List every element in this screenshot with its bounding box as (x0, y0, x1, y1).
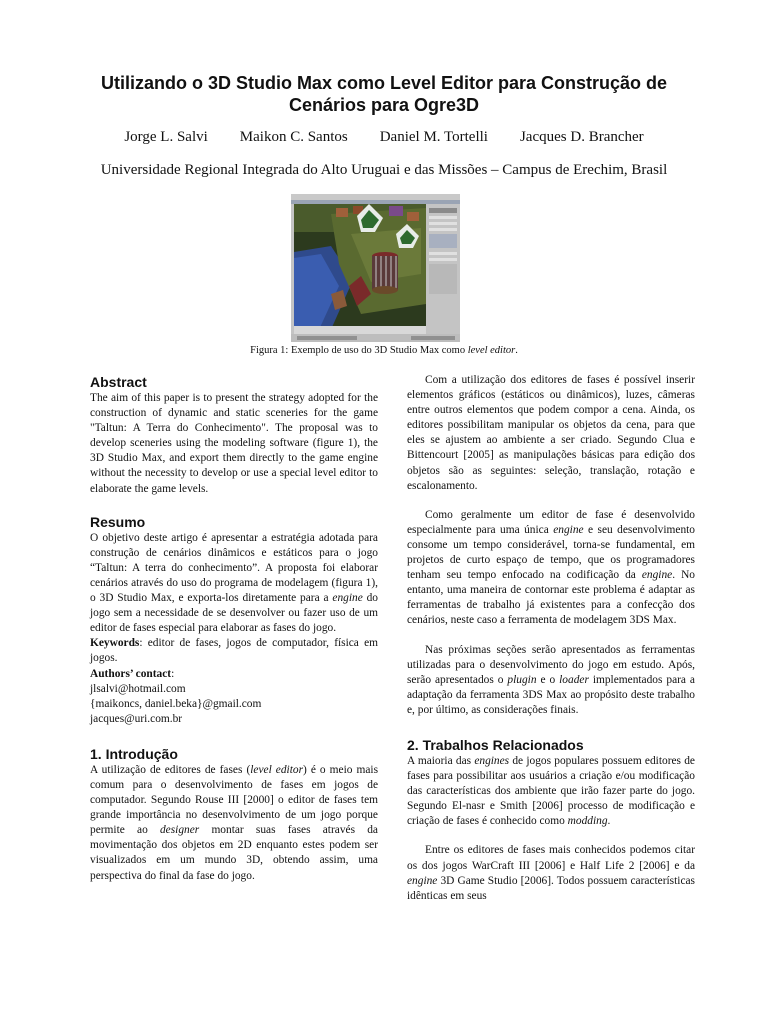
contact-label: Authors’ contact (90, 667, 172, 680)
figure-caption (0, 345, 768, 356)
authors-contact (90, 667, 378, 682)
caption-text: Figura 1: Exemplo de uso do 3D Studio Max como (250, 345, 468, 356)
paper-title: Utilizando o 3D Studio Max como Level Editor para Construção de Cenários para Ogre3D (100, 73, 668, 115)
intro-paragraph (90, 763, 378, 884)
left-column (90, 373, 378, 884)
paragraph-text: implementados para a adaptação da ferramenta 3DS Max ao propósito deste trabalho e, por último, as considerações finais. (407, 673, 695, 716)
resumo-text: O objetivo deste artigo é apresentar a estratégia adotada para construção de cenários dinâmicos e estáticos para o jogo “Taltun: A terra do conhecimento”. A proposta foi elaborar cenários através do uso do programa de modelagem (figura 1), o 3D Studio Max, e exporta-los diretamente para a (90, 531, 378, 605)
paragraph (407, 754, 695, 829)
paragraph (407, 643, 695, 718)
paragraph-text: de jogos populares possuem editores de fases para possibilitar aos usuários a criação e/ou modificação das características dos ambiente que irão fazer parte do jogo. Segundo El-nasr e Smith [2006] processo de modificação e criação de fases é conhecido como (407, 754, 695, 828)
abstract-paragraph: The aim of this paper is to present the strategy adopted for the construction of dynamic and static sceneries for the game "Taltun: A Terra do Conhecimento". The proposal was to develop sceneries using the modeling software (figure 1), the 3D Studio Max, and export them directly to the game engine without the necessity to develop or use a special level editor to elaborate the game levels. (90, 392, 378, 495)
paragraph: Com a utilização dos editores de fases é possível inserir elementos gráficos (estáticos ou dinâmicos), luzes, câmeras entre outros elementos que podem compor a cena. Ainda, os editores possibilitam manipular os objetos da cena, para que eles se ajustem ao ambiente a ser criado. Segundo Clua e Bittencourt [2005] as manipulações básicas para edição dos objetos são as seguintes: seleção, translação, rotação e escalonamento. (407, 374, 695, 492)
italic-engines: engines (474, 754, 510, 767)
contact-email[interactable]: jlsalvi@hotmail.com (90, 682, 186, 695)
author-name: Daniel M. Tortelli (379, 129, 488, 145)
right-column (407, 373, 695, 904)
keywords-label: Keywords (90, 637, 140, 650)
intro-text: montar suas fases através da movimentação dos objetos em 2D enquanto estes podem ser visualizados em um mundo 3D, obtendo assim, uma perspectiva do final da fase do jogo. (90, 824, 378, 882)
author-name: Jacques D. Brancher (519, 129, 644, 145)
keywords-paragraph (90, 636, 378, 666)
keywords-text: : editor de fases, jogos de computador, física em jogos. (90, 637, 378, 665)
paragraph-text: A maioria das (407, 754, 475, 767)
intro-italic-designer: designer (159, 824, 200, 837)
author-name: Maikon C. Santos (239, 129, 348, 145)
affiliation: Universidade Regional Integrada do Alto Uruguai e das Missões – Campus de Erechim, Brasil (100, 162, 668, 178)
caption-italic-term: level editor (467, 345, 516, 356)
paragraph-text: Nas próximas seções serão apresentados as ferramentas utilizadas para o desenvolvimento do jogo em estudo. Após, serão apresentados o (407, 643, 695, 686)
contact-colon: : (171, 667, 175, 680)
italic-engine: engine (553, 523, 584, 536)
resumo-text: do jogo sem a necessidade de se desenvolver ou fazer uso de um editor de fases especial para elaborar as fases do jogo. (90, 592, 378, 635)
paragraph-text: 3D Game Studio [2006]. Todos possuem características idênticas em seus (407, 874, 695, 902)
abstract-heading: Abstract (90, 374, 147, 390)
italic-plugin: plugin (507, 673, 537, 686)
paragraph (407, 508, 695, 629)
paragraph-text: . No entanto, uma maneira de contornar este problema é adaptar as ferramentas de trabalho já existentes para a confecção dos cenários, neste caso a ferramenta de modelagem 3DS Max. (407, 569, 695, 627)
author-list (0, 129, 768, 146)
intro-heading: 1. Introdução (90, 745, 178, 762)
italic-loader: loader (559, 673, 589, 686)
contact-email[interactable]: jacques@uri.com.br (90, 712, 183, 725)
resumo-italic-engine: engine (332, 592, 363, 605)
paragraph-text: e o (536, 673, 560, 686)
author-name: Jorge L. Salvi (124, 129, 208, 145)
viewport-illustration (291, 194, 460, 342)
intro-italic-level-editor: level editor (250, 763, 303, 776)
paragraph-text: . (607, 815, 611, 828)
italic-modding: modding (567, 815, 608, 828)
caption-period: . (515, 345, 518, 356)
intro-text: ) é o meio mais comum para o desenvolvimento de fases em jogos de computador. Segundo Rouse III [2000] o editor de fases tem grande importância no desenvolvimento de um jogo porque permite ao (90, 763, 378, 837)
italic-engine: engine (641, 569, 673, 582)
italic-engine: engine (407, 874, 438, 887)
paragraph (407, 843, 695, 903)
paragraph-text: e seu desenvolvimento consome um tempo considerável, torna-se fundamental, em projetos de curto espaço de tempo, que os programadores tenham seu tempo enfocado na codificação da (407, 523, 695, 582)
paragraph-text: Entre os editores de fases mais conhecidos podemos citar os dos jogos WarCraft III [2006] e Half Life 2 [2006] e da (407, 844, 695, 872)
contact-email[interactable]: {maikoncs, daniel.beka}@gmail.com (90, 697, 262, 710)
resumo-heading: Resumo (90, 513, 146, 530)
resumo-paragraph (90, 531, 378, 637)
intro-text: A utilização de editores de fases ( (90, 763, 251, 776)
paragraph-text: Como geralmente um editor de fase é desenvolvido especialmente para uma única (407, 508, 695, 536)
section-2-heading: 2. Trabalhos Relacionados (407, 736, 584, 753)
figure-3ds-max-screenshot (291, 194, 460, 342)
